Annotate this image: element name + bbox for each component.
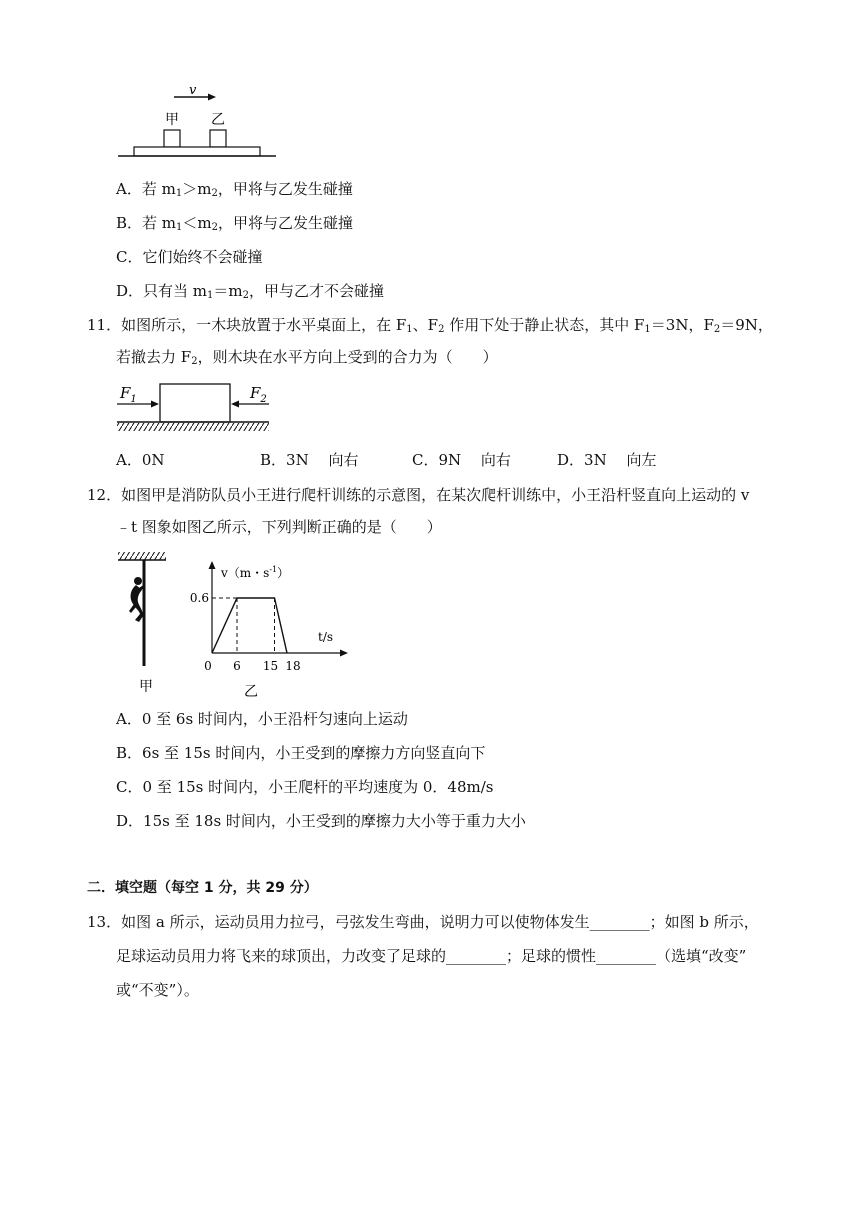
q12-figure-jia — [112, 548, 172, 696]
wood-block — [160, 384, 230, 422]
force-f1-arrowhead — [151, 401, 159, 408]
section-2-heading — [87, 878, 318, 898]
velocity-label: v — [189, 83, 197, 98]
q12-stem-line1: 12．如图甲是消防队员小王进行爬杆训练的示意图，在某次爬杆训练中，小王沿杆竖直向上运动的 v — [87, 486, 750, 504]
q10-option-b: B．若 $m_1<m_2$，甲将与乙发生碰撞 — [116, 214, 354, 233]
q12-option-d: D．15s 至 18s 时间内，小王受到的摩擦力大小等于重力大小 — [116, 812, 526, 830]
table-hatching — [117, 423, 269, 431]
q11-option-b: B．3N 向右 — [260, 451, 359, 469]
force-f2-arrowhead — [231, 401, 239, 408]
q10-option-c: C．它们始终不会碰撞 — [116, 248, 263, 266]
q12-option-b: B．6s 至 15s 时间内，小王受到的摩擦力方向竖直向下 — [116, 744, 486, 762]
y-tick-label: 0.6 — [190, 591, 209, 605]
q10-figure — [112, 82, 282, 162]
q11-option-d: D．3N 向左 — [557, 451, 657, 469]
q10-option-a: A．若 $m_1>m_2$，甲将与乙发生碰撞 — [116, 180, 353, 199]
figure-jia-caption: 甲 — [139, 679, 153, 695]
q11-option-a: A．0N — [116, 451, 165, 469]
q11-figure — [112, 378, 274, 440]
q13-stem-line1: 13．如图 a 所示，运动员用力拉弓，弓弦发生弯曲，说明力可以使物体发生________；如图 b 所示， — [87, 913, 759, 931]
section-2-note: （每空 1 分，共 29 分） — [157, 880, 318, 896]
block-yi-label: 乙 — [211, 112, 225, 128]
q12-stem-line2: ﹣t 图象如图乙所示，下列判断正确的是（ ） — [116, 518, 442, 536]
block-jia — [164, 130, 180, 147]
force-f1-label: $F_1$ — [120, 384, 137, 405]
cart-board — [134, 147, 260, 156]
q12-option-a: A．0 至 6s 时间内，小王沿杆匀速向上运动 — [116, 710, 408, 728]
q12-option-c: C．0 至 15s 时间内，小王爬杆的平均速度为 0．48m/s — [116, 778, 494, 796]
q13-stem-line3: 或“不变”）。 — [116, 981, 199, 999]
block-jia-label: 甲 — [165, 112, 179, 128]
block-yi — [210, 130, 226, 147]
x-tick-label: 6 — [233, 659, 241, 673]
ceiling-hatching — [118, 552, 166, 560]
x-tick-label: 15 — [262, 659, 279, 673]
x-axis-label: t/s — [318, 630, 334, 644]
q10-option-d: D．只有当 $m_1=m_2$，甲与乙才不会碰撞 — [116, 282, 385, 301]
q12-vt-chart — [190, 555, 350, 700]
origin-label: 0 — [204, 659, 212, 673]
y-axis-label: v（m・$s^{-1}$） — [221, 565, 290, 580]
velocity-arrowhead — [208, 94, 216, 101]
figure-yi-caption: 乙 — [244, 684, 258, 700]
section-2-title: 二．填空题 — [87, 880, 157, 896]
force-f2-label: $F_2$ — [250, 384, 267, 405]
velocity-series-line — [212, 598, 287, 653]
x-tick-label: 18 — [285, 659, 301, 673]
q11-stem-line2: 若撤去力 $F_2$，则木块在水平方向上受到的合力为（ ） — [116, 348, 498, 367]
q11-stem-line1: 11．如图所示，一木块放置于水平桌面上，在 $F_1$、$F_2$ 作用下处于静止状态，其中 $F_1=3N$，$F_2=9N$， — [87, 316, 773, 335]
q11-option-c: C．9N 向右 — [412, 451, 511, 469]
y-axis-arrowhead — [209, 561, 216, 569]
q13-stem-line2: 足球运动员用力将飞来的球顶出，力改变了足球的________；足球的惯性________（选填“改变” — [116, 947, 747, 965]
x-axis-arrowhead — [340, 650, 348, 657]
